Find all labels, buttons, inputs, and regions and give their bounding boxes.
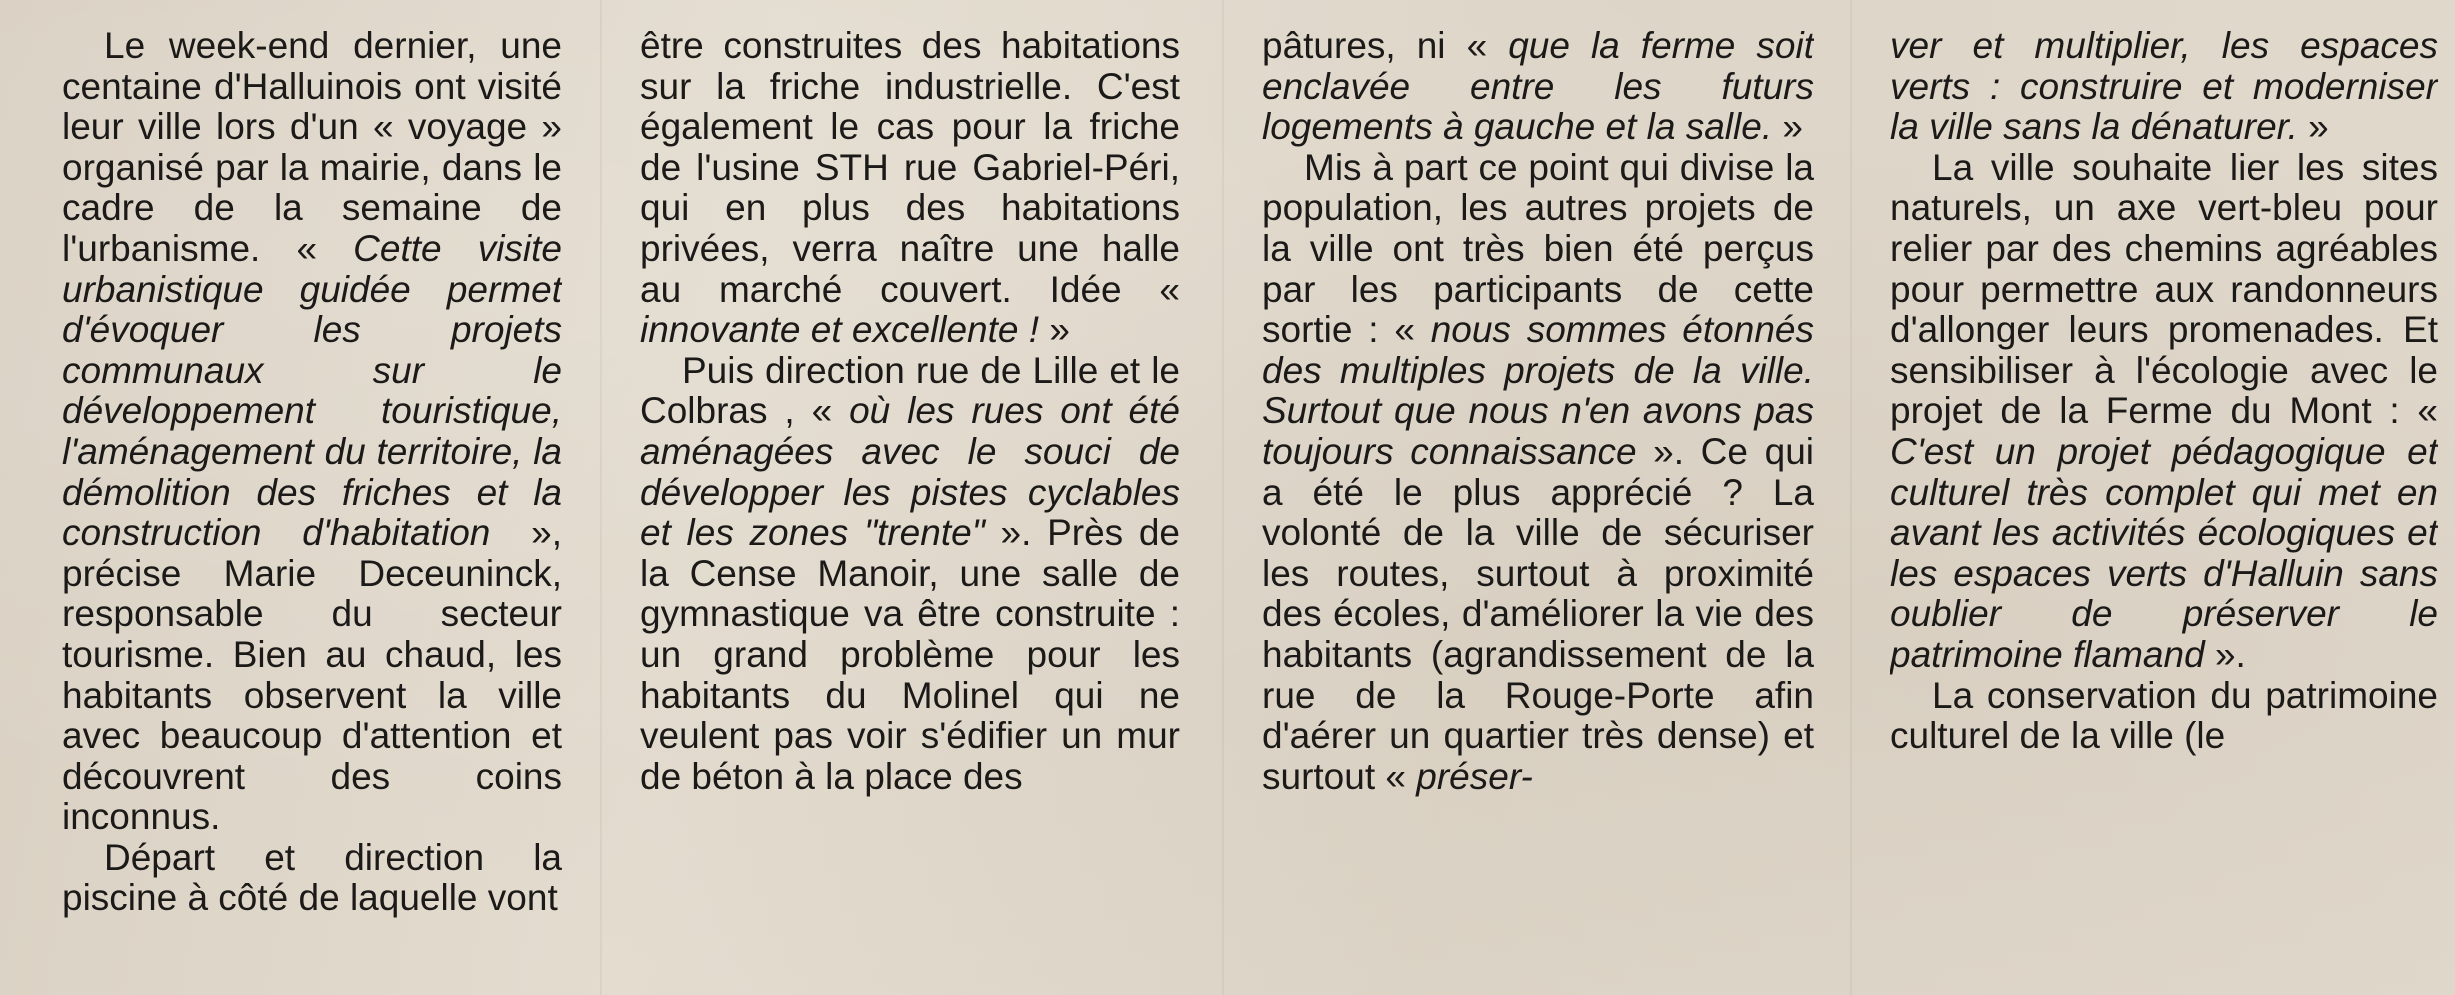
body-text: ». Près de la Cense Manoir, une salle de gymnastique va être construite : un grand problème pour les habitants du Molinel qui ne veulent pas voir s'édifier un mur de béton à la place des (640, 512, 1180, 797)
body-text: La conservation du patrimoine culturel de la ville (le (1890, 674, 2438, 757)
body-text: », précise Marie Deceuninck, responsable du secteur tourisme. Bien au chaud, les habitants observent la ville avec beaucoup d'attention et découvrent des coins inconnus. (62, 512, 562, 838)
body-text: La ville souhaite lier les sites naturels, un axe vert-bleu pour relier par des chemins agréables pour permettre aux randonneurs d'allonger leurs promenades. Et sensibiliser à l'écologie avec le projet de la Ferme du Mont : « (1890, 146, 2438, 432)
quote-text: ver et multiplier, les espaces verts : construire et moderniser la ville sans la dénaturer. (1890, 26, 2438, 148)
paragraph (640, 26, 1180, 351)
body-text: Mis à part ce point qui divise la population, les autres projets de la ville ont très bien été perçus par les participants de cette sortie : « (1262, 146, 1814, 351)
paragraph (1890, 148, 2438, 676)
article-column-3 (1262, 26, 1814, 995)
paragraph (640, 351, 1180, 798)
quote-text: où les rues ont été aménagées avec le souci de développer les pistes cyclables et les zones "trente" (640, 390, 1180, 554)
body-text: Puis direction rue de Lille et le Colbras , « (640, 349, 1180, 432)
paragraph (1890, 26, 2438, 148)
body-text: » (1039, 309, 1070, 351)
quote-text: innovante et excellente ! (640, 309, 1040, 351)
article-column-1 (62, 26, 562, 995)
body-text: être construites des habitations sur la friche industrielle. C'est également le cas pour la friche de l'usine STH rue Gabriel-Péri, qui en plus des habitations privées, verra naître une halle au marché couvert. Idée « (640, 26, 1180, 310)
paragraph (62, 26, 562, 838)
body-text: Départ et direction la piscine à côté de laquelle vont (62, 836, 562, 919)
quote-text: Cette visite urbanistique guidée permet d'évoquer les projets communaux sur le développement touristique, l'aménagement du territoire, la démolition des friches et la construction d'habitation (62, 227, 562, 554)
quote-text: nous sommes étonnés des multiples projets de la ville. Surtout que nous n'en avons pas toujours connaissance (1262, 309, 1814, 472)
quote-text: C'est un projet pédagogique et culturel très complet qui met en avant les activités écologiques et les espaces verts d'Halluin sans oublier de préserver le patrimoine flamand (1890, 430, 2438, 675)
paragraph (1262, 148, 1814, 798)
paragraph (1890, 676, 2438, 757)
quote-text: préser- (1416, 755, 1533, 797)
article-column-4 (1890, 26, 2438, 995)
body-text: Le week-end dernier, une centaine d'Halluinois ont visité leur ville lors d'un « voyage » organisé par la mairie, dans le cadre de la semaine de l'urbanisme. « (62, 26, 562, 269)
article-column-2 (640, 26, 1180, 995)
column-gutter (1850, 0, 1852, 995)
body-text: » (2297, 106, 2329, 148)
paragraph (1262, 26, 1814, 148)
body-text: ». (2204, 633, 2246, 675)
paragraph (62, 838, 562, 919)
body-text: » (1772, 106, 1803, 148)
column-gutter (600, 0, 602, 995)
body-text: ». Ce qui a été le plus apprécié ? La volonté de la ville de sécuriser les routes, surtout à proximité des écoles, d'améliorer la vie des habitants (agrandissement de la rue de la Rouge-Porte afin d'aérer un quartier très dense) et surtout « (1262, 430, 1814, 797)
column-gutter (1222, 0, 1224, 995)
quote-text: que la ferme soit enclavée entre les futurs logements à gauche et la salle. (1262, 26, 1814, 148)
body-text: pâtures, ni « (1262, 26, 1509, 66)
